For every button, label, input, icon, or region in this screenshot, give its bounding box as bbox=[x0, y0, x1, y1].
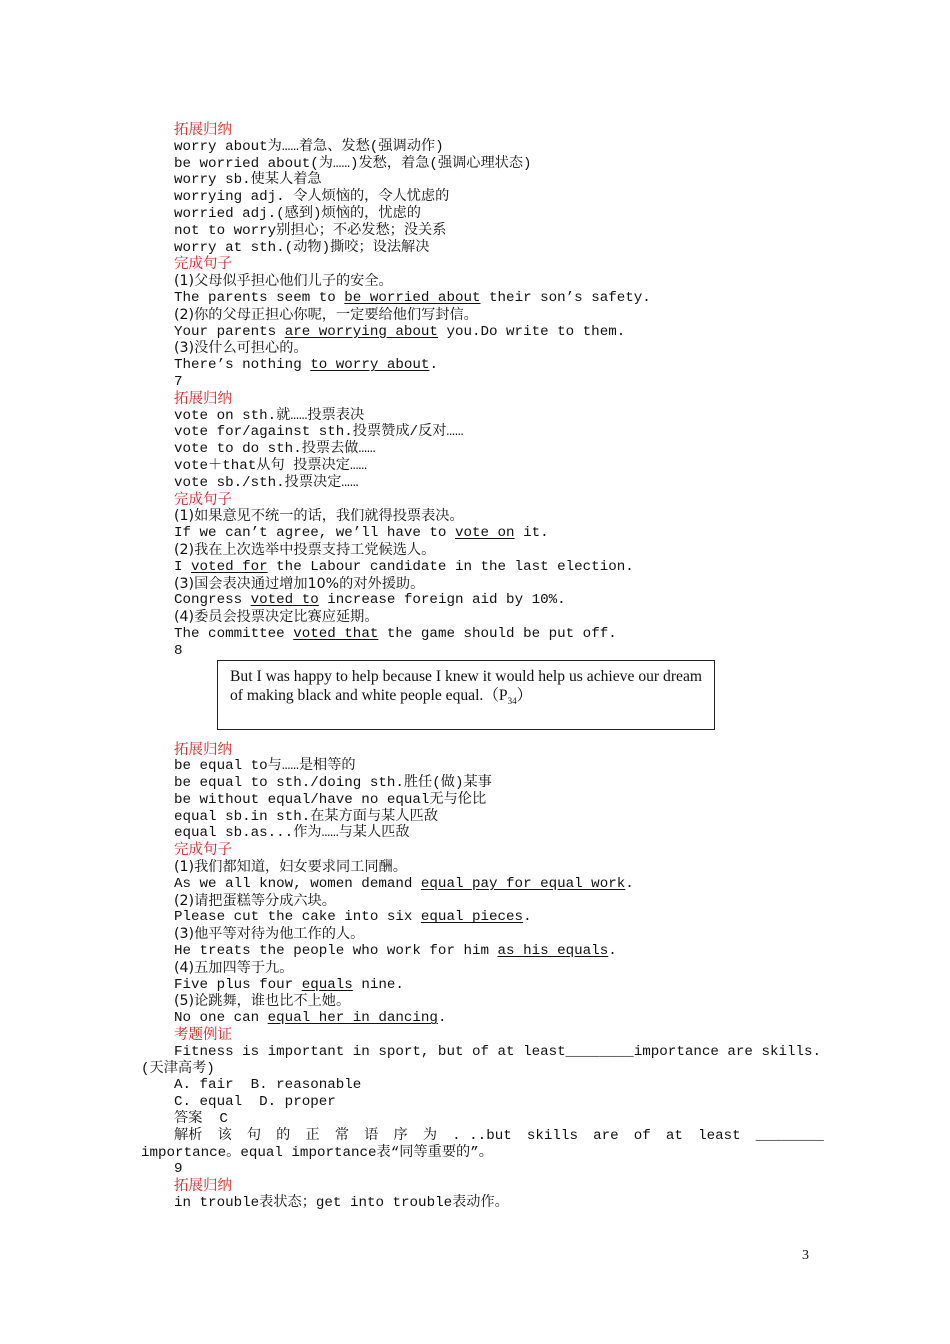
text: it. bbox=[514, 525, 549, 542]
answer-blank: voted for bbox=[191, 558, 268, 575]
quote-text: But I was happy to help because I knew it would help us achieve our dream of making black and white people equal.（P bbox=[230, 667, 702, 704]
analysis-word: 正 bbox=[305, 1127, 320, 1144]
section-heading-exam: 考题例证 bbox=[174, 1027, 232, 1044]
analysis-word: 序 bbox=[393, 1127, 408, 1144]
text: nine. bbox=[352, 976, 404, 993]
answer-blank: vote on bbox=[454, 525, 515, 542]
text: the Labour candidate in the last election. bbox=[267, 558, 634, 575]
analysis-word: at bbox=[665, 1127, 683, 1144]
answer-blank: as his equals bbox=[497, 943, 609, 960]
analysis-word: 为 bbox=[422, 1127, 438, 1144]
quote-box bbox=[217, 660, 715, 730]
answer-blank: voted that bbox=[293, 625, 379, 642]
exercise-chinese: (5)论跳舞，谁也比不上她。 bbox=[174, 993, 351, 1010]
analysis-word: least bbox=[698, 1127, 741, 1144]
exercise-english bbox=[174, 943, 824, 960]
text: There’s nothing bbox=[174, 357, 311, 374]
expansion-item: be worried about(为……)发愁，着急(强调心理状态) bbox=[174, 155, 532, 172]
exercise-english bbox=[174, 626, 824, 643]
expansion-item: equal sb.in sth.在某方面与某人匹敌 bbox=[174, 808, 438, 825]
exercise-english bbox=[174, 876, 824, 893]
exercise-chinese: (2)我在上次选举中投票支持工党候选人。 bbox=[174, 541, 436, 558]
exercise-english bbox=[174, 909, 824, 926]
answer-blank: equal pieces bbox=[420, 909, 524, 926]
analysis-word: . ..but bbox=[452, 1127, 512, 1144]
analysis-word: skills bbox=[526, 1127, 578, 1144]
expansion-item: be without equal/have no equal无与伦比 bbox=[174, 791, 487, 808]
text: Five plus four bbox=[174, 976, 302, 993]
text: Please cut the cake into six bbox=[174, 909, 421, 926]
expansion-item: worried adj.(感到)烦恼的，忧虑的 bbox=[174, 205, 421, 222]
exercise-chinese: (4)委员会投票决定比赛应延期。 bbox=[174, 609, 379, 626]
exam-options: A. fair B. reasonable bbox=[174, 1077, 362, 1094]
exercise-english bbox=[174, 357, 824, 374]
expansion-item: be equal to与……是相等的 bbox=[174, 758, 356, 775]
text: . bbox=[608, 943, 617, 960]
section-heading-expansion: 拓展归纳 bbox=[174, 122, 232, 138]
text: . bbox=[429, 357, 438, 374]
analysis-word: 常 bbox=[334, 1127, 350, 1144]
page-reference: 34 bbox=[507, 695, 517, 706]
analysis-word: of bbox=[633, 1127, 651, 1144]
section-number: 7 bbox=[174, 373, 183, 390]
expansion-item: worry sb.使某人着急 bbox=[174, 172, 322, 189]
text: increase foreign aid by 10%. bbox=[318, 592, 566, 609]
exercise-chinese: (2)请把蛋糕等分成六块。 bbox=[174, 892, 336, 909]
answer-blank: to worry about bbox=[310, 357, 430, 374]
analysis-word: 句 bbox=[246, 1127, 262, 1144]
answer-blank: equal pay for equal work bbox=[420, 875, 626, 892]
exam-analysis-continued: importance。equal importance表“同等重要的”。 bbox=[141, 1144, 493, 1161]
quote-end: ） bbox=[516, 686, 533, 704]
exam-source: (天津高考) bbox=[141, 1060, 215, 1077]
text: Your parents bbox=[174, 323, 285, 340]
section-heading-expansion: 拓展归纳 bbox=[174, 1178, 232, 1195]
text: He treats the people who work for him bbox=[174, 943, 498, 960]
exercise-chinese: (3)国会表决通过增加10%的对外援助。 bbox=[174, 575, 425, 592]
analysis-word: are bbox=[593, 1127, 619, 1144]
section-heading-complete: 完成句子 bbox=[174, 842, 232, 859]
answer-blank: are worrying about bbox=[284, 323, 438, 340]
section-number: 9 bbox=[174, 1161, 183, 1178]
analysis-word: ________ bbox=[755, 1127, 824, 1144]
text: . bbox=[437, 1010, 447, 1027]
exam-answer: 答案 C bbox=[174, 1111, 228, 1128]
exercise-chinese: (1)如果意见不统一的话，我们就得投票表决。 bbox=[174, 508, 464, 525]
expansion-item: worry about为……着急、发愁(强调动作) bbox=[174, 138, 444, 155]
expansion-item: vote＋that从句 投票决定…… bbox=[174, 457, 367, 474]
text: No one can bbox=[174, 1010, 268, 1027]
exam-analysis bbox=[174, 1128, 824, 1145]
analysis-word: 语 bbox=[364, 1127, 379, 1144]
expansion-item: worry at sth.(动物)撕咬；设法解决 bbox=[174, 239, 430, 256]
text: As we all know, women demand bbox=[174, 875, 421, 892]
text: If we can’t agree, we’ll have to bbox=[174, 525, 455, 542]
exercise-chinese: (4)五加四等于九。 bbox=[174, 959, 294, 976]
answer-blank: equal her in dancing bbox=[267, 1010, 438, 1027]
exercise-english bbox=[174, 525, 824, 542]
page-number: 3 bbox=[802, 1248, 809, 1263]
text: The committee bbox=[174, 625, 294, 642]
exercise-chinese: (1)我们都知道，妇女要求同工同酬。 bbox=[174, 859, 407, 876]
expansion-item: worrying adj. 令人烦恼的，令人忧虑的 bbox=[174, 189, 450, 206]
exercise-english bbox=[174, 324, 824, 341]
expansion-item: be equal to sth./doing sth.胜任(做)某事 bbox=[174, 775, 492, 792]
answer-blank: equals bbox=[301, 976, 353, 993]
text: Congress bbox=[174, 592, 251, 609]
section-heading-complete: 完成句子 bbox=[174, 256, 232, 273]
analysis-word: 的 bbox=[276, 1127, 291, 1144]
section-heading-complete: 完成句子 bbox=[174, 491, 232, 508]
expansion-item: vote on sth.就……投票表决 bbox=[174, 407, 365, 424]
exercise-chinese: (1)父母似乎担心他们儿子的安全。 bbox=[174, 273, 393, 290]
text: you.Do write to them. bbox=[437, 323, 626, 340]
exercise-chinese: (3)他平等对待为他工作的人。 bbox=[174, 926, 365, 943]
analysis-word: 该 bbox=[217, 1127, 232, 1144]
analysis-word: 解析 bbox=[174, 1127, 203, 1144]
text: . bbox=[523, 909, 532, 926]
expansion-item: vote for/against sth.投票赞成/反对…… bbox=[174, 424, 464, 441]
expansion-item: in trouble表状态；get into trouble表动作。 bbox=[174, 1195, 509, 1212]
exercise-chinese: (3)没什么可担心的。 bbox=[174, 340, 308, 357]
expansion-item: equal sb.as...作为……与某人匹敌 bbox=[174, 825, 410, 842]
exercise-english bbox=[174, 592, 824, 609]
answer-blank: voted to bbox=[250, 592, 319, 609]
section-heading-expansion: 拓展归纳 bbox=[174, 390, 232, 407]
expansion-item: not to worry别担心；不必发愁；没关系 bbox=[174, 222, 447, 239]
exercise-english bbox=[174, 1010, 824, 1027]
exercise-chinese: (2)你的父母正担心你呢，一定要给他们写封信。 bbox=[174, 306, 478, 323]
answer-blank: be worried about bbox=[344, 289, 481, 306]
exam-options: C. equal D. proper bbox=[174, 1094, 336, 1111]
exercise-english bbox=[174, 977, 824, 994]
exam-question: Fitness is important in sport, but of at least________importance are skills. bbox=[174, 1043, 822, 1060]
text: the game should be put off. bbox=[378, 625, 617, 642]
expansion-item: vote to do sth.投票去做…… bbox=[174, 441, 376, 458]
exercise-english bbox=[174, 290, 824, 307]
text: The parents seem to bbox=[174, 289, 345, 306]
text: I bbox=[174, 558, 192, 575]
text: . bbox=[625, 875, 634, 892]
exercise-english bbox=[174, 559, 824, 576]
content-body bbox=[141, 122, 824, 1212]
expansion-item: vote sb./sth.投票决定…… bbox=[174, 474, 359, 491]
section-number: 8 bbox=[174, 642, 183, 659]
section-heading-expansion: 拓展归纳 bbox=[174, 741, 232, 758]
text: their son’s safety. bbox=[480, 289, 651, 306]
